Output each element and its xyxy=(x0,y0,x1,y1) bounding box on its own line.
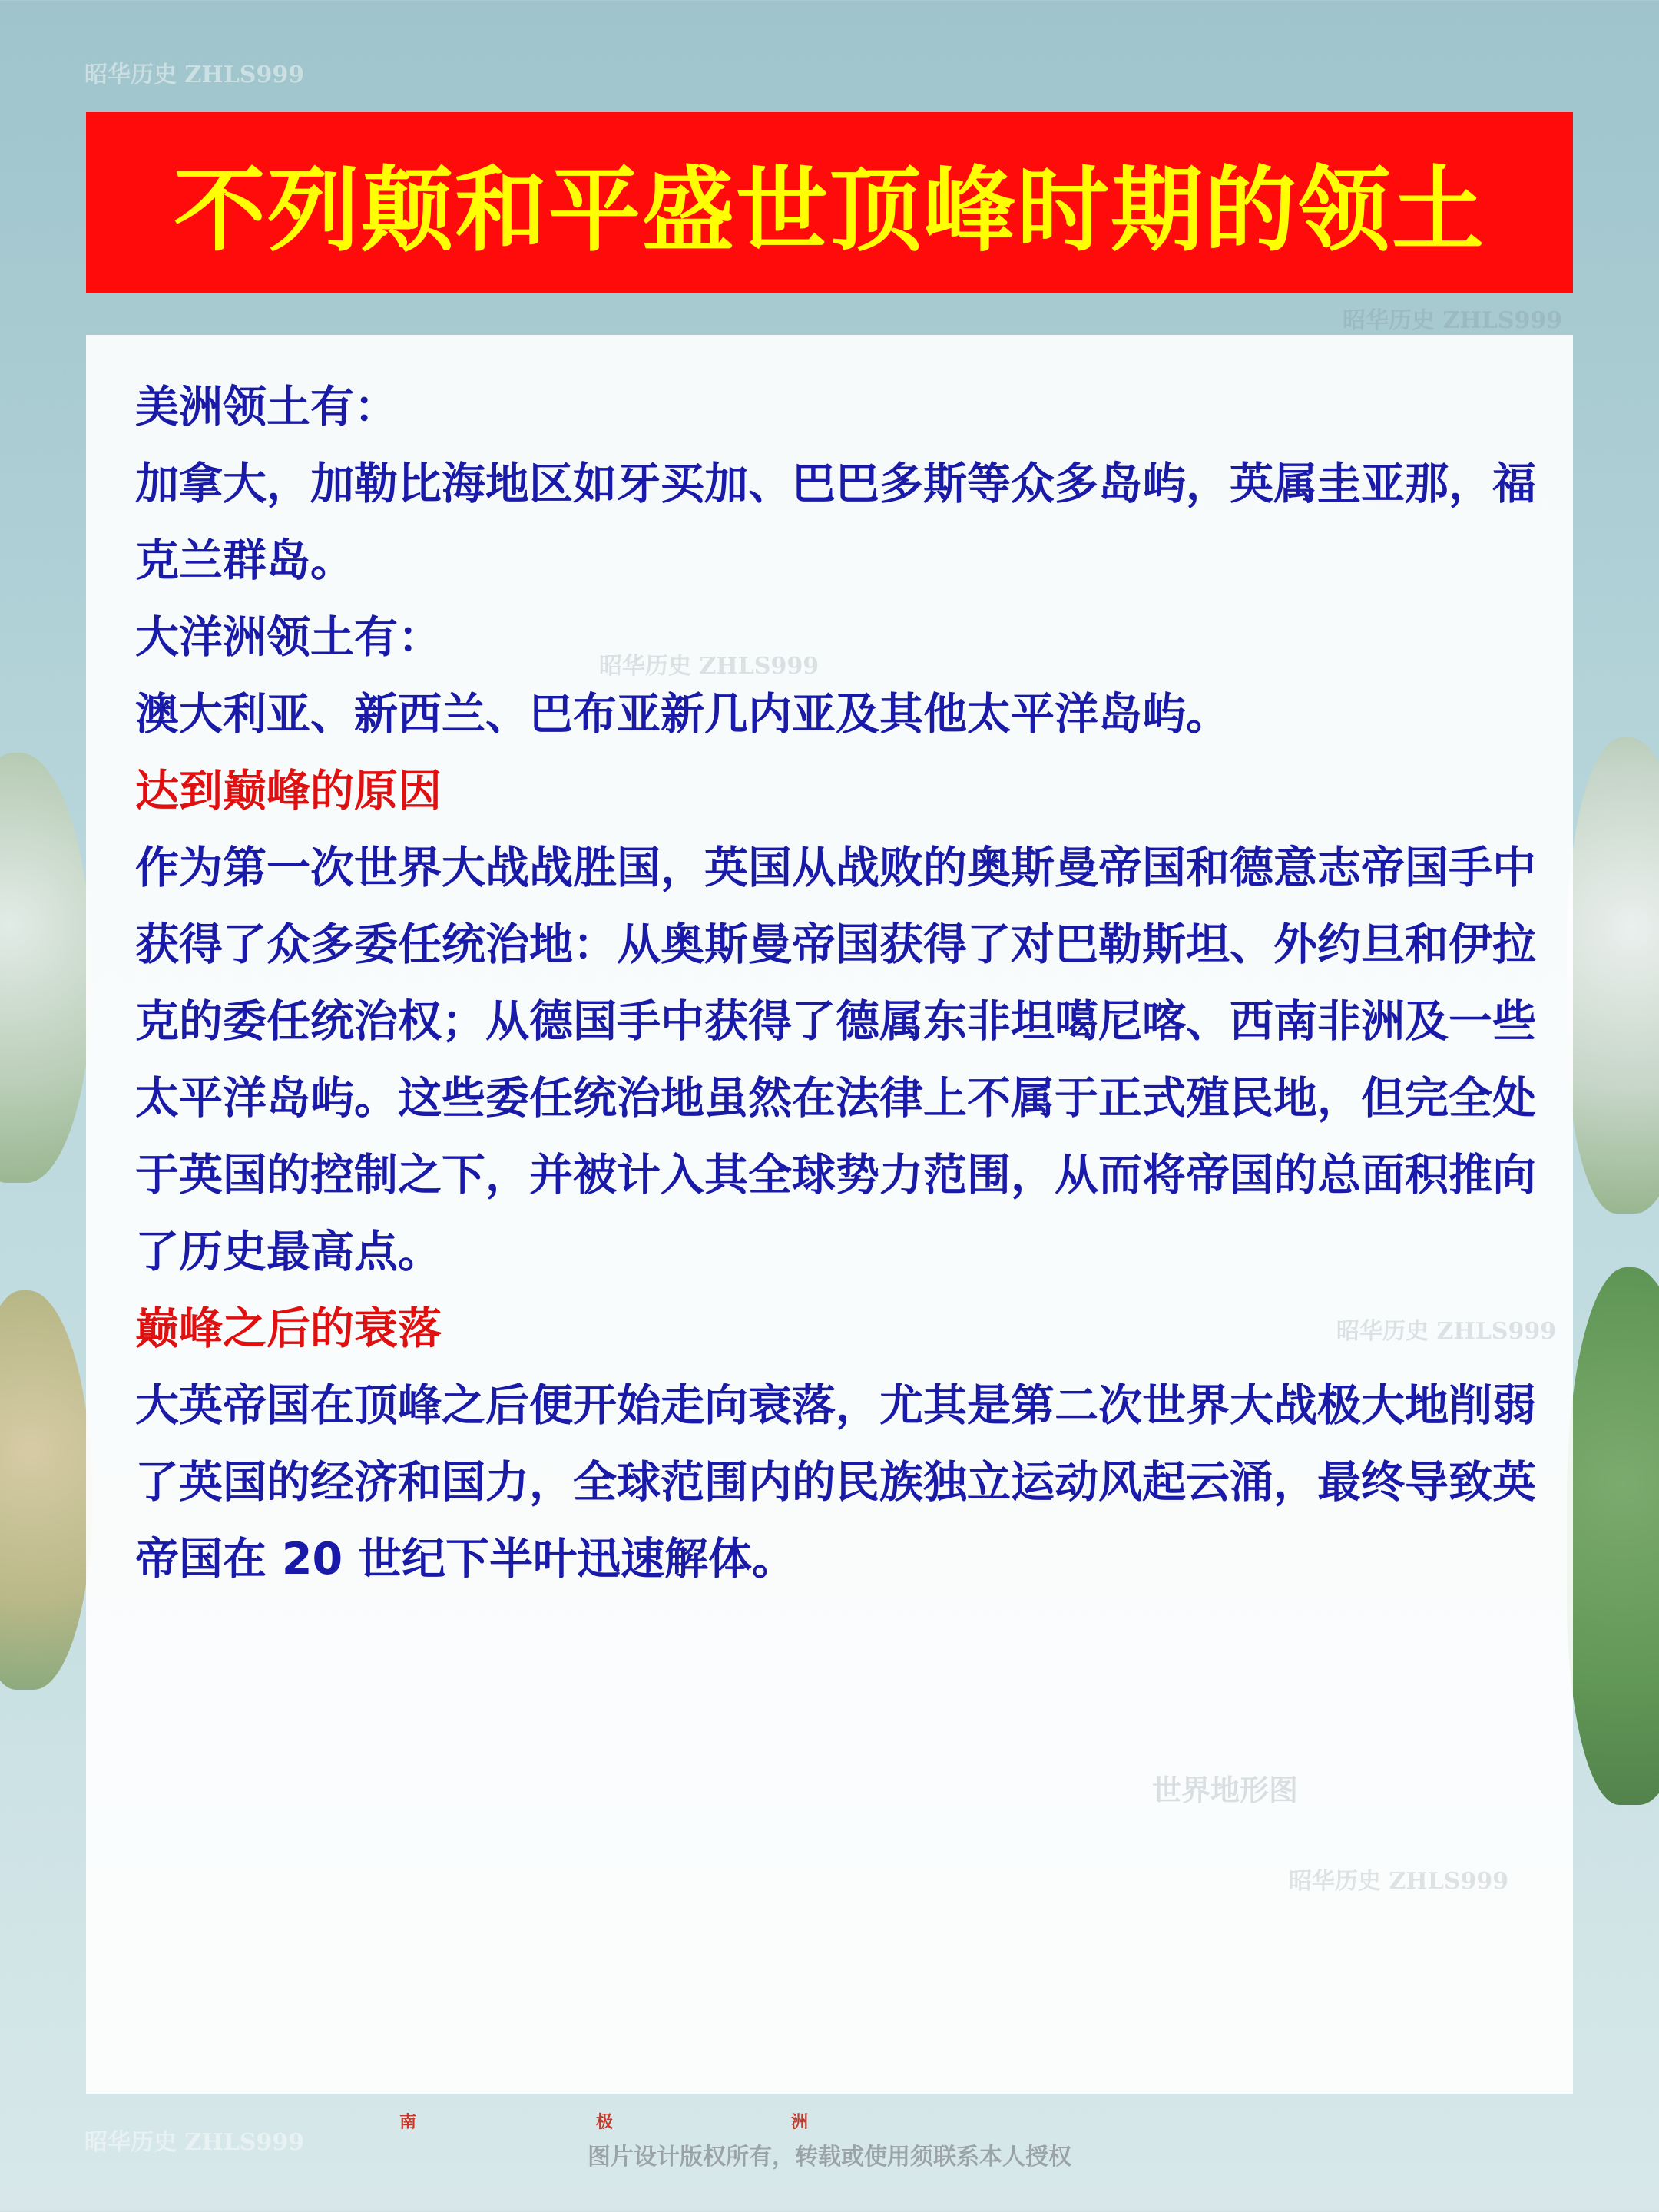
map-label-antarctica: 极 xyxy=(596,2112,614,2132)
map-label-antarctica: 南 xyxy=(399,2112,417,2132)
article-body xyxy=(135,369,1541,1598)
paragraph-americas: 加拿大，加勒比海地区如牙买加、巴巴多斯等众多岛屿，英属圭亚那，福克兰群岛。 xyxy=(135,459,1536,586)
watermark: 昭华历史 ZHLS999 xyxy=(84,61,305,88)
heading-oceania: 大洋洲领土有： xyxy=(135,612,442,663)
map-title: 世界地形图 xyxy=(1152,1773,1299,1807)
map-landmass-decoration xyxy=(0,1290,92,1690)
copyright-notice: 图片设计版权所有，转载或使用须联系本人授权 xyxy=(588,2144,1071,2171)
paragraph-peak-reasons: 作为第一次世界大战战胜国，英国从战败的奥斯曼帝国和德意志帝国手中获得了众多委任统治地：从奥斯曼帝国获得了对巴勒斯坦、外约旦和伊拉克的委任统治权；从德国手中获得了德属东非坦噶尼喀、西南非洲及一些太平洋岛屿。这些委任统治地虽然在法律上不属于正式殖民地，但完全处于英国的控制之下，并被计入其全球势力范围，从而将帝国的总面积推向了历史最高点。 xyxy=(135,843,1536,1277)
watermark: 昭华历史 ZHLS999 xyxy=(1289,1868,1509,1895)
map-landmass-decoration xyxy=(1567,737,1659,1214)
page-title: 不列颠和平盛世顶峰时期的领土 xyxy=(174,157,1485,264)
map-landmass-decoration xyxy=(0,753,92,1183)
map-label-antarctica: 洲 xyxy=(791,2112,809,2132)
paragraph-decline: 大英帝国在顶峰之后便开始走向衰落，尤其是第二次世界大战极大地削弱了英国的经济和国力，全球范围内的民族独立运动风起云涌，最终导致英帝国在 20 世纪下半叶迅速解体。 xyxy=(135,1380,1536,1584)
heading-americas: 美洲领土有： xyxy=(135,382,398,432)
paragraph-oceania: 澳大利亚、新西兰、巴布亚新几内亚及其他太平洋岛屿。 xyxy=(135,689,1230,740)
title-banner xyxy=(86,112,1573,293)
watermark: 昭华历史 ZHLS999 xyxy=(1343,307,1563,334)
watermark: 昭华历史 ZHLS999 xyxy=(84,2129,305,2156)
heading-peak-reasons: 达到巅峰的原因 xyxy=(135,766,442,816)
watermark: 昭华历史 ZHLS999 xyxy=(599,653,820,680)
heading-decline: 巅峰之后的衰落 xyxy=(135,1303,442,1354)
map-landmass-decoration xyxy=(1567,1267,1659,1805)
watermark: 昭华历史 ZHLS999 xyxy=(1336,1318,1557,1345)
